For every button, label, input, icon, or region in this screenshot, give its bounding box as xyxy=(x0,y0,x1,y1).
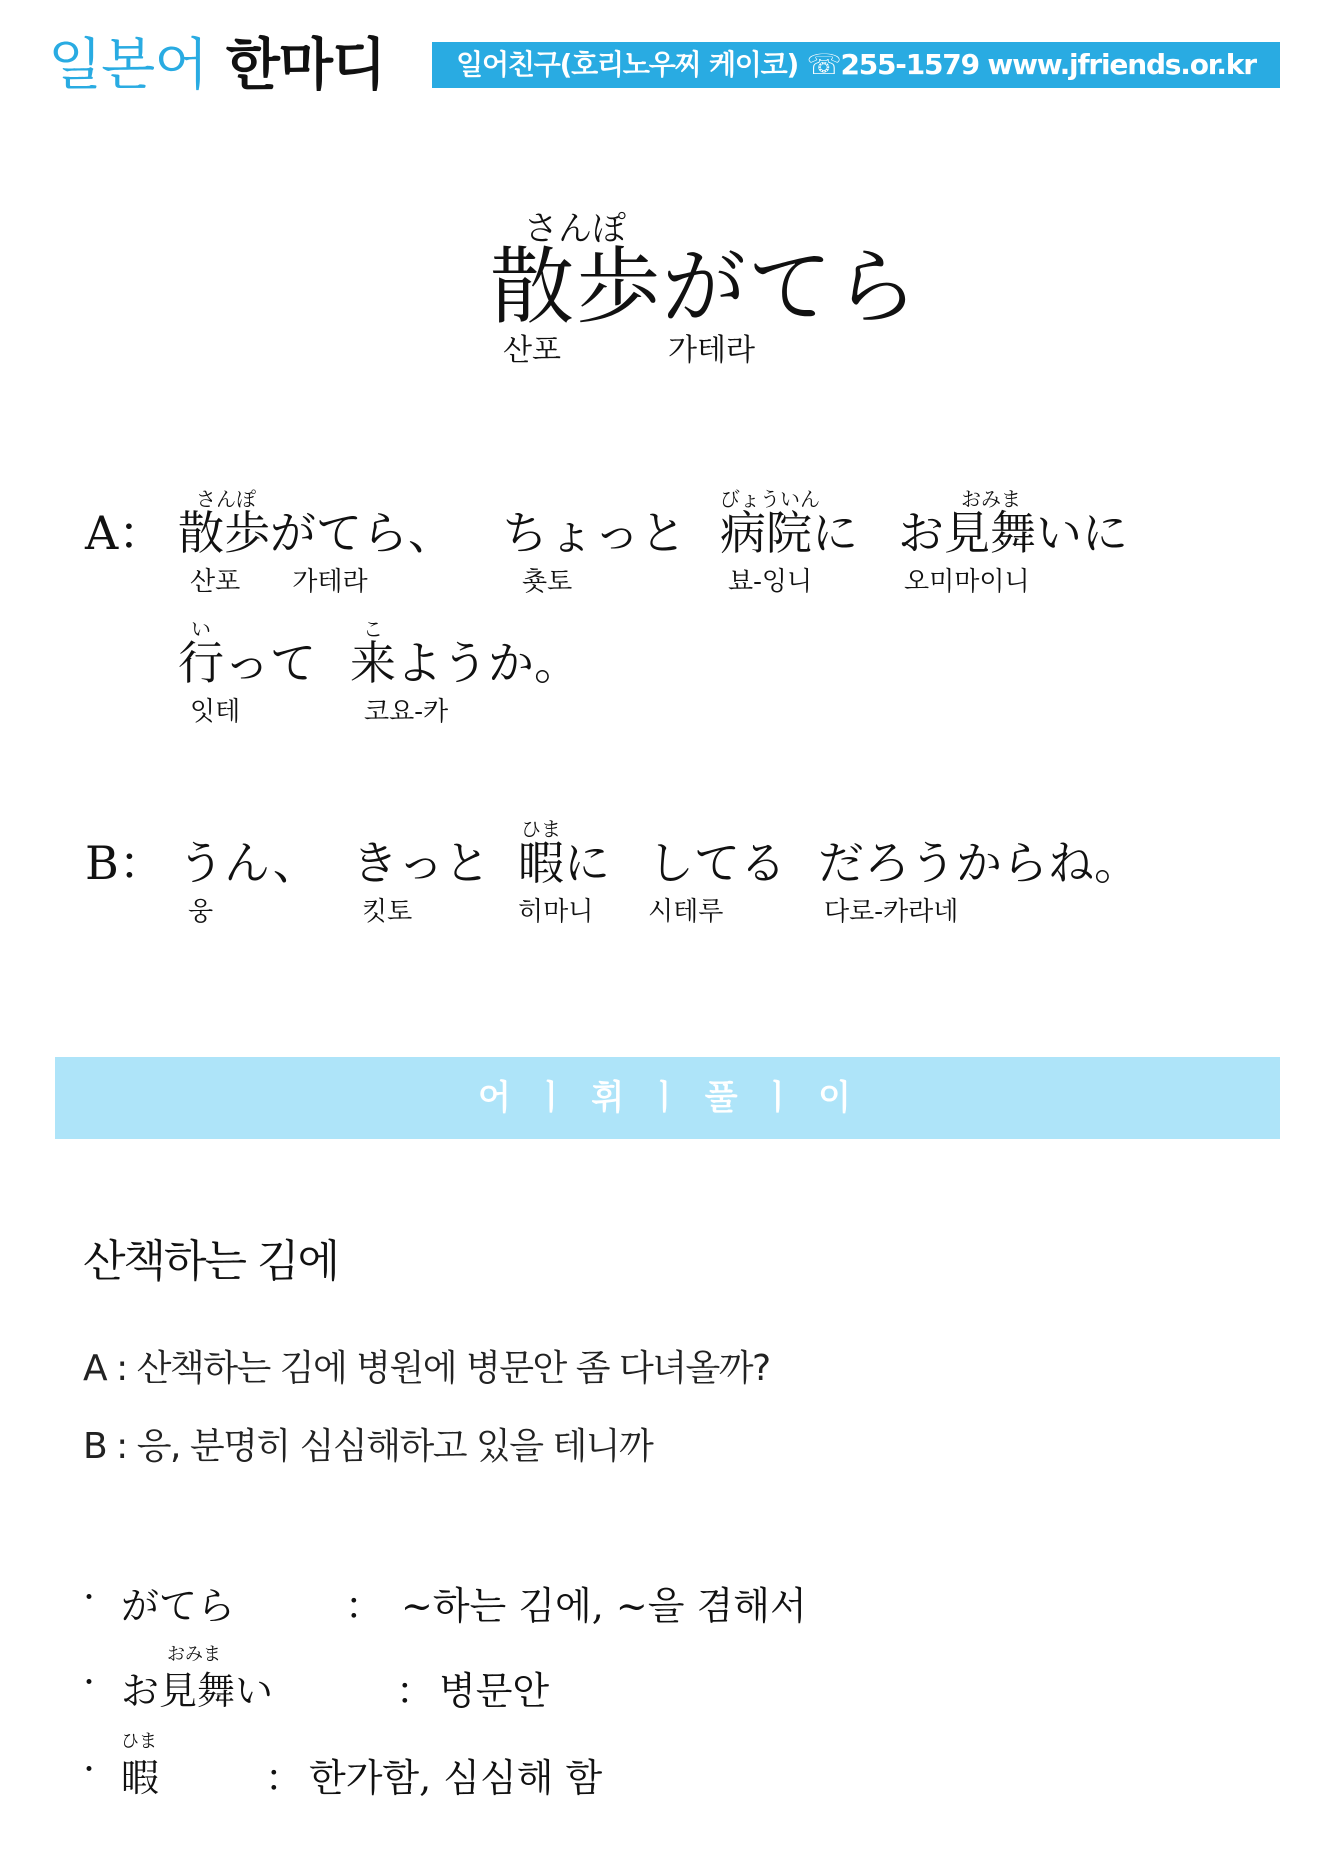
contact-bar: 일어친구(호리노우찌 케이코) ☏255-1579 www.jfriends.or.kr xyxy=(432,42,1280,88)
furigana: ひま xyxy=(121,1731,157,1752)
furigana: い xyxy=(191,617,211,641)
word-chotto xyxy=(502,505,686,597)
korean-reading: 웅 xyxy=(188,897,214,927)
title-part-dark: 한마디 xyxy=(207,33,386,98)
title-expression xyxy=(490,209,921,337)
translation-heading: 산책하는 김에 xyxy=(83,1236,339,1287)
separator: ： xyxy=(396,1669,435,1713)
japanese-text: お見舞いに xyxy=(898,506,1128,560)
korean-reading: 히마니 xyxy=(518,897,594,927)
japanese-text: 病院に xyxy=(720,506,858,560)
furigana: おみま xyxy=(167,1644,221,1665)
korean-reading: 다로-카라네 xyxy=(824,897,959,927)
vocab-banner: 어 ㅣ 휘 ㅣ 풀 ㅣ 이 xyxy=(55,1057,1280,1139)
translation-line-a: A : 산책하는 김에 병원에 병문안 좀 다녀올까? xyxy=(83,1348,770,1389)
speaker-b: B： xyxy=(85,836,165,890)
word-kitto xyxy=(352,835,490,927)
japanese-text: 散歩がてら、 xyxy=(178,506,454,560)
bullet: · xyxy=(83,1747,96,1791)
korean-reading: 산포 가테라 xyxy=(190,567,368,597)
japanese-text: 来ようか。 xyxy=(350,636,580,690)
speaker-a: A： xyxy=(85,506,165,560)
title-reading-2: 가테라 xyxy=(668,333,755,368)
vocab-term: お見舞い xyxy=(121,1669,274,1713)
vocab-meaning: ~하는 김에, ~을 겸해서 xyxy=(401,1584,807,1628)
word-itte xyxy=(178,617,316,727)
word-sanpo xyxy=(178,487,454,597)
japanese-text: 行って xyxy=(178,636,316,690)
furigana: さんぽ xyxy=(196,487,256,511)
korean-reading: 킷토 xyxy=(362,897,413,927)
vocab-meaning: 한가함, 심심해 함 xyxy=(309,1756,603,1800)
word-byouin xyxy=(720,487,858,597)
korean-reading: 잇테 xyxy=(190,697,241,727)
title-japanese: 散歩がてら xyxy=(490,238,921,336)
word-shiteru xyxy=(648,835,786,927)
vocab-meaning: 병문안 xyxy=(439,1669,550,1713)
japanese-text: だろうからね。 xyxy=(818,836,1140,890)
japanese-text: してる xyxy=(648,836,786,890)
translation-line-b: B : 응, 분명히 심심해하고 있을 테니까 xyxy=(83,1426,653,1467)
furigana: びょういん xyxy=(720,487,820,511)
korean-reading: 코요-카 xyxy=(364,697,449,727)
bullet: · xyxy=(83,1575,96,1619)
word-darou xyxy=(818,835,1140,927)
korean-reading: 뵤-잉니 xyxy=(728,567,813,597)
word-koyouka xyxy=(350,617,580,727)
japanese-text: ちょっと xyxy=(502,506,686,560)
korean-reading: 오미마이니 xyxy=(904,567,1030,597)
vocab-term: 暇 xyxy=(121,1756,160,1800)
title-part-blue: 일본어 xyxy=(48,33,208,98)
japanese-text: きっと xyxy=(352,836,490,890)
separator: ： xyxy=(265,1756,304,1800)
furigana: おみま xyxy=(961,487,1021,511)
word-himani xyxy=(518,817,610,927)
japanese-text: 暇に xyxy=(518,836,610,890)
word-un xyxy=(178,835,319,927)
separator: ： xyxy=(345,1584,384,1628)
title-furigana: さんぽ xyxy=(524,209,626,249)
japanese-text: うん、 xyxy=(178,836,319,890)
title-reading-1: 산포 xyxy=(503,333,561,368)
page-title xyxy=(48,30,385,102)
korean-reading: 춋토 xyxy=(522,567,573,597)
bullet: · xyxy=(83,1660,96,1704)
vocab-term: がてら xyxy=(121,1584,236,1628)
korean-reading: 시테루 xyxy=(648,897,724,927)
furigana: こ xyxy=(363,617,383,641)
furigana: ひま xyxy=(521,817,561,841)
word-omimai xyxy=(898,487,1128,597)
